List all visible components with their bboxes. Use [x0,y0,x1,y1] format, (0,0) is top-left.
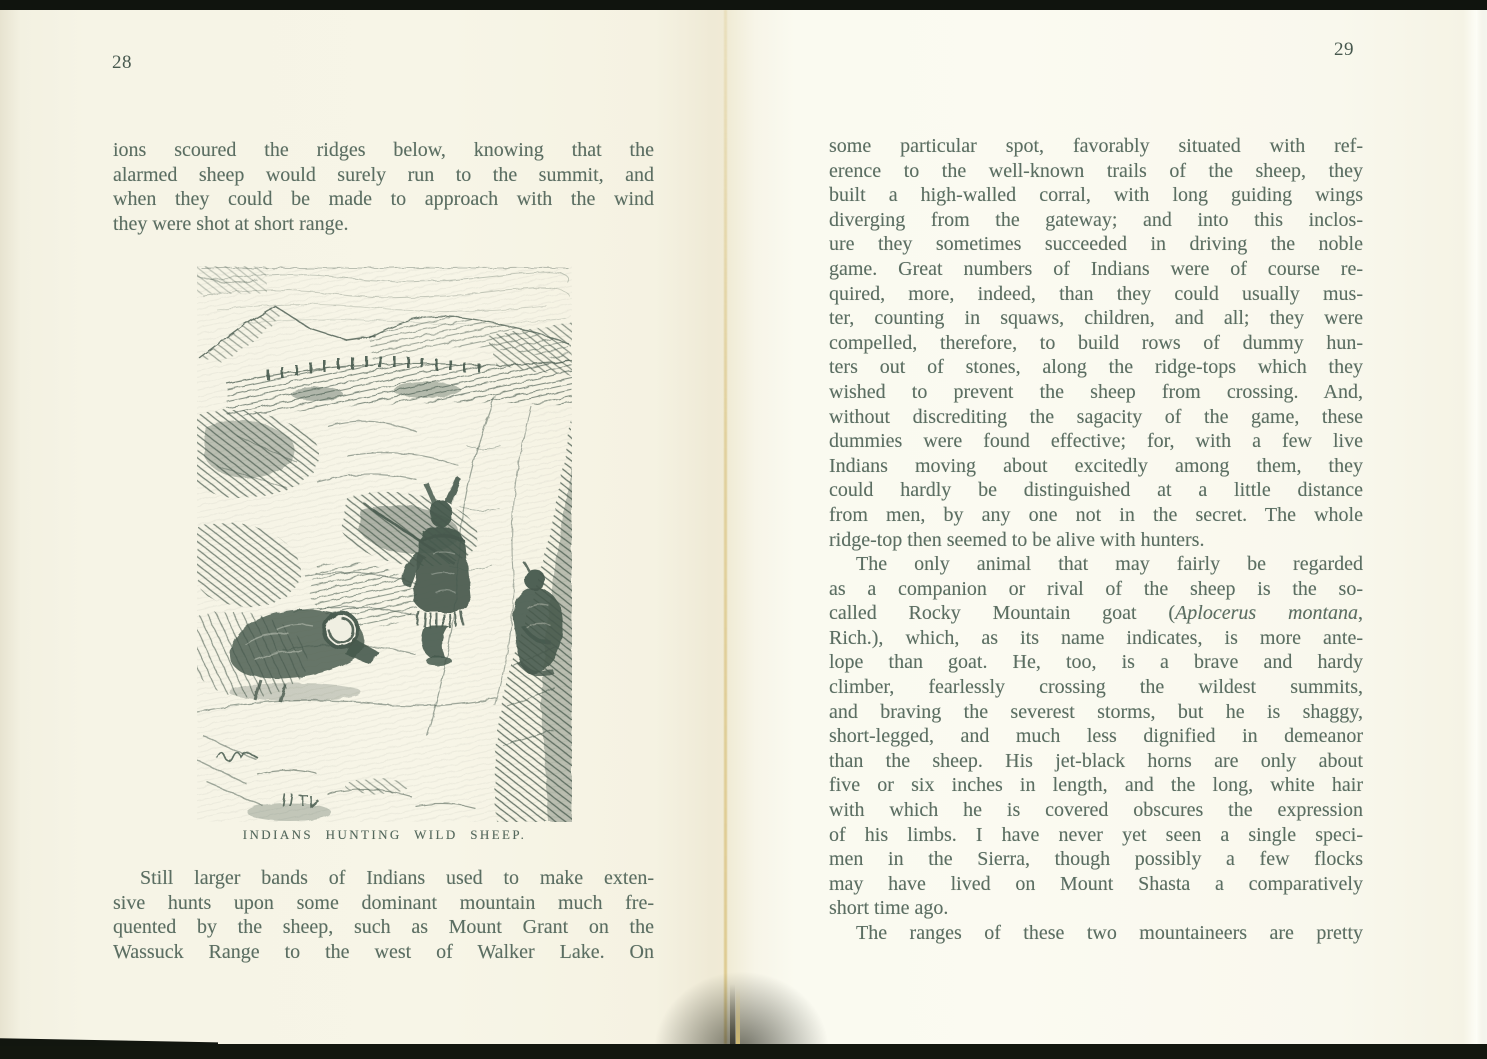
text-line: wished to prevent the sheep from crossing. And, [829,380,1363,403]
page-edge-highlight [736,988,740,1044]
text-line: without discrediting the sagacity of the game, these [829,405,1363,428]
text-line: The ranges of these two mountaineers are pretty [856,922,1363,944]
text-segment: , [1358,602,1364,625]
engraving-image [197,266,572,822]
text-line: ions scoured the ridges below, knowing that the [113,139,654,161]
text-line: dummies were found effective; for, with a few live [829,430,1363,453]
text-line: The only animal that may fairly be regarded [856,553,1363,576]
text-line: ure they sometimes succeeded in driving the noble [829,233,1363,256]
text-line: Wassuck Range to the west of Walker Lake. On [113,940,654,963]
left-page-paragraph-top [113,138,654,236]
text-line: compelled, therefore, to build rows of dummy hun- [829,331,1363,354]
text-line: and braving the severest storms, but he is shaggy, [829,700,1363,723]
text-line: sive hunts upon some dominant mountain much fre- [113,891,654,914]
text-line: five or six inches in length, and the long, white hair [829,774,1363,797]
text-line: game. Great numbers of Indians were of course re- [829,257,1363,280]
page-number-right: 29 [1334,39,1354,60]
sky-corner-shade [197,266,267,294]
text-line: short-legged, and much less dignified in demeanor [829,725,1363,748]
text-line: from men, by any one not in the secret. The whole [829,503,1363,526]
text-line: could hardly be distinguished at a little distance [829,479,1363,502]
text-line: ridge-top then seemed to be alive with hunters. [829,528,1205,551]
text-line: some particular spot, favorably situated with ref- [829,135,1363,157]
page-number-left: 28 [112,52,132,73]
text-line: Rich.), which, as its name indicates, is more ante- [829,626,1363,649]
fore-edge-highlight [1478,10,1487,1044]
text-line: quired, more, indeed, than they could usually mus- [829,282,1363,305]
book-binding-bottom [0,1044,1487,1059]
book-binding-top [0,0,1487,10]
text-line: quented by the sheep, such as Mount Grant on the [113,916,654,939]
text-line: than the sheep. His jet-black horns are only about [829,749,1363,772]
text-line: erence to the well-known trails of the sheep, they [829,159,1363,182]
text-line: ter, counting in squaws, children, and all; they were [829,307,1363,330]
text-line: lope than goat. He, too, is a brave and hardy [829,651,1363,674]
text-line: built a high-walled corral, with long guiding wings [829,184,1363,207]
book-spread [0,10,1487,1044]
text-line [829,601,1363,626]
text-line: climber, fearlessly crossing the wildest summits, [829,676,1363,699]
text-line: men in the Sierra, though possibly a few flocks [829,848,1363,871]
text-segment: called Rocky Mountain goat ( [829,602,1176,625]
page-edge-shadow [730,984,735,1044]
text-line: alarmed sheep would surely run to the summit, and [113,163,654,186]
illustration-indians-hunting-wild-sheep [197,266,572,822]
text-line: of his limbs. I have never yet seen a single speci- [829,823,1363,846]
illustration-caption: INDIANS HUNTING WILD SHEEP. [242,827,527,842]
text-line: as a companion or rival of the sheep is the so- [829,577,1363,600]
text-line: diverging from the gateway; and into this inclos- [829,208,1363,231]
text-line: when they could be made to approach with the wind [113,188,654,211]
gutter-crease [724,10,727,1044]
text-line: Indians moving about excitedly among them, they [829,454,1363,477]
text-line: may have lived on Mount Shasta a comparatively [829,872,1363,895]
text-line: Still larger bands of Indians used to make exten- [140,867,654,889]
text-line: they were shot at short range. [113,212,349,235]
text-line: ters out of stones, along the ridge-tops which they [829,356,1363,379]
species-name-italic: Aplocerus montana [1175,602,1359,625]
text-line: short time ago. [829,897,949,920]
text-line: with which he is covered obscures the expression [829,799,1363,822]
left-page-paragraph-bottom [113,866,654,964]
right-page-body [829,134,1363,946]
